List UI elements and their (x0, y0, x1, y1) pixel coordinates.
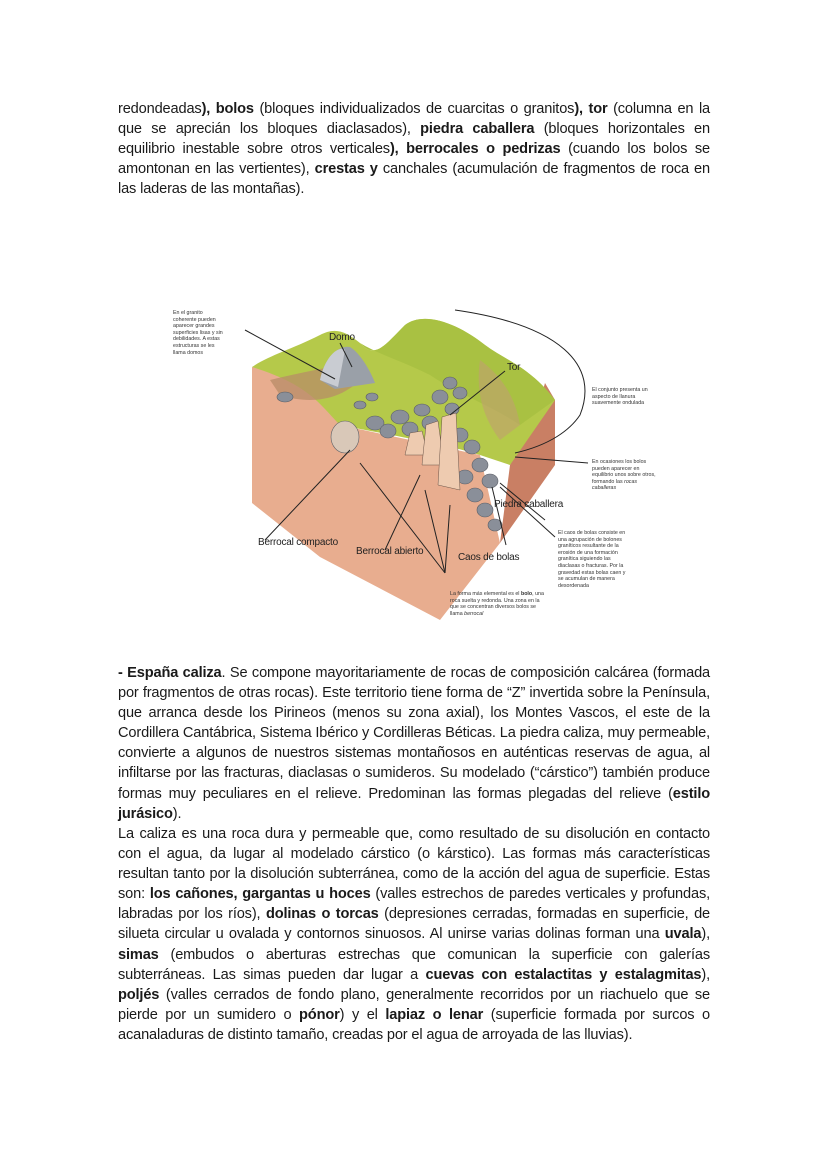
bold-term: cuevas con estalactitas y estalagmitas (425, 966, 702, 983)
bold-term: ), tor (574, 101, 608, 117)
label-berrocal-abierto: Berrocal abierto (356, 546, 424, 557)
paragraph-modelado-carstico (118, 824, 710, 1045)
label-berrocal-compacto: Berrocal compacto (258, 537, 338, 548)
text-run: (superficie formada por surcos o acanaladuras de distinto tamaño, creadas por el agua de arroyada de las lluvias). (118, 1006, 711, 1043)
bold-term: - España caliza (118, 665, 222, 681)
note-rocas-caballeras: En ocasiones los bolos pueden aparecer en equilibrio unos sobre otros, formando las rocas caballeras (592, 459, 656, 492)
label-domo: Domo (329, 332, 355, 343)
text-run: (valles estrechos de paredes verticales y profundas, labradas por los ríos), (118, 886, 710, 923)
bold-term: lapiaz o lenar (385, 1006, 484, 1023)
text-run: (bloques individualizados de cuarcitas o granitos (253, 101, 575, 117)
label-piedra-caballera: Piedra caballera (494, 499, 564, 510)
text-run: . Se compone mayoritariamente de rocas de composición calcárea (formada por fragmentos de otras rocas). Este territorio tiene forma de “Z” invertida sobre la Península, que arranca desde los Pirineos (menos su zona axial), los Montes Vascos, el este de la Cordillera Cantábrica, Sistema Ibérico y Cordilleras Béticas. La piedra caliza, muy permeable, convierte a algunos de nuestros sistemas montañosos en auténticas reservas de agua, al infiltarse por las fracturas, diaclasas o sumideros. Su modelado (“cárstico”) también produce formas muy peculiares en el relieve. Predominan las formas plegadas del relieve ( (118, 665, 711, 802)
note-domos: En el granito coherente pueden aparecer grandes superficies lisas y sin debilidades. A estas estructuras se les llama domos (173, 310, 223, 356)
granite-landscape-diagram (160, 305, 680, 625)
text-run: La caliza es una roca dura y permeable que, como resultado de su disolución en contacto con el agua, da lugar al modelado cárstico (o kárstico). Las formas más características resultan tanto por la disolución subterránea, como de la acción del agua de superficie. Estas son: (118, 826, 710, 903)
paragraph-granite-forms (118, 99, 710, 199)
text-run: (cuando los bolos se amontonan en las vertientes), (118, 141, 710, 178)
text-run: redondeadas (118, 101, 202, 117)
text-run: ), (701, 926, 710, 943)
bold-term: ), bolos (201, 101, 254, 117)
text-run: (bloques horizontales en equilibrio inestable sobre otros verticales (118, 121, 710, 158)
text-run: (columna en la que se aprecián los bloques diaclasados), (118, 101, 710, 138)
bold-term: estilo jurásico (118, 785, 710, 822)
note-bolo: La forma más elemental es el bolo, una roca suelta y redonda. Una zona en la que se concentran diversos bolos se llama berrocal (450, 591, 544, 617)
bold-term: poljés (118, 986, 160, 1003)
label-caos-de-bolas: Caos de bolas (458, 552, 520, 563)
bold-term: los cañones, gargantas u hoces (149, 886, 371, 903)
bold-term: crestas y (314, 161, 378, 178)
bold-term: uvala (664, 926, 702, 943)
paragraph-espana-caliza (118, 663, 710, 824)
text-run: (depresiones cerradas, formadas en superficie, de silueta circular u ovalada y contornos sinuosos. Al unirse varias dolinas forman una (118, 906, 711, 943)
label-tor: Tor (507, 362, 521, 373)
note-llanura: El conjunto presenta un aspecto de llanura suavemente ondulada (592, 387, 648, 407)
note-caos-de-bolas: El caos de bolas consiste en una agrupación de bolones graníticos resultante de la erosión de una formación granítica siguiendo las diaclasas o fracturas. Por la gravedad estas bolas caen y se acumulan de manera desordenada (558, 530, 626, 589)
text-run: ) y el (339, 1006, 386, 1023)
text-run: ). (172, 805, 182, 822)
text-run: (valles cerrados de fondo plano, generalmente recorridos por un riachuelo que se pierde por un sumidero o (118, 986, 710, 1023)
text-run: canchales (acumulación de fragmentos de roca en las laderas de las montañas). (118, 161, 710, 198)
bold-term: piedra caballera (420, 121, 535, 138)
bold-term: dolinas o torcas (265, 906, 379, 923)
bold-term: simas (118, 946, 159, 963)
text-run: ), (701, 966, 710, 983)
bold-term: ), berrocales o pedrizas (389, 141, 561, 158)
text-run: (embudos o aberturas estrechas que comunican la superficie con galerías subterráneas. Las simas pueden dar lugar a (118, 946, 710, 983)
bold-term: pónor (299, 1006, 340, 1023)
